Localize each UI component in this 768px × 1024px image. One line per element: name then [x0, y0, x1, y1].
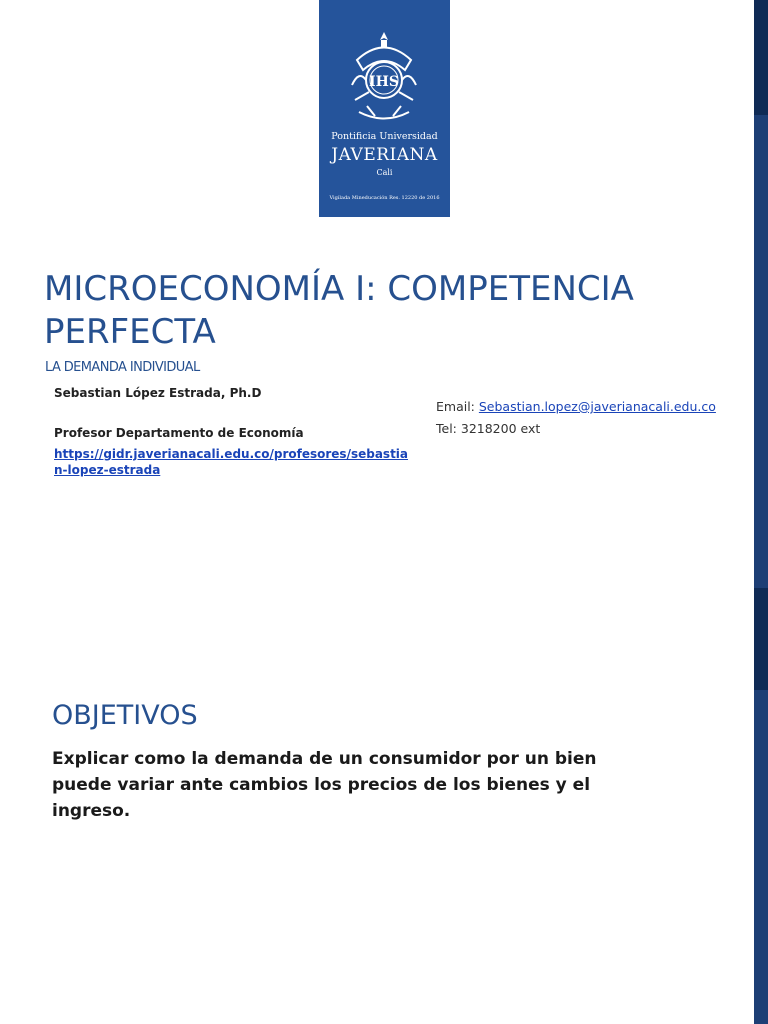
email-line — [436, 396, 716, 418]
logo-line-university: Pontificia Universidad — [331, 131, 438, 142]
slide-side-bar — [754, 0, 768, 576]
logo-line-name: JAVERIANA — [331, 145, 438, 165]
objectives-text: Explicar como la demanda de un consumidor por un bien puede variar ante cambios los precios de los bienes y el ingreso. — [52, 749, 597, 821]
slide-title: MICROECONOMÍA I: COMPETENCIA PERFECTA — [44, 269, 634, 352]
objectives-heading: OBJETIVOS — [52, 700, 198, 731]
profile-link[interactable]: https://gidr.javerianacali.edu.co/profesores/sebastian-lopez-estrada — [54, 447, 409, 477]
slide-side-bar — [754, 576, 768, 1024]
author-name: Sebastian López Estrada, Ph.D — [54, 386, 262, 400]
slide-subtitle: LA DEMANDA INDIVIDUAL — [45, 360, 200, 375]
phone-line: Tel: 3218200 ext — [436, 421, 541, 436]
contact-block — [436, 396, 716, 440]
side-bar-dark-segment — [754, 588, 768, 690]
side-bar-dark-segment — [754, 0, 768, 115]
author-role: Profesor Departamento de Economía — [54, 426, 304, 440]
svg-text:IHS: IHS — [369, 74, 399, 90]
logo-line-city: Cali — [376, 168, 393, 177]
email-link[interactable]: Sebastian.lopez@javerianacali.edu.co — [478, 399, 716, 414]
logo-line-vigilada: Vigilada Mineducación Res. 12220 de 2016 — [329, 195, 440, 201]
crest-icon — [347, 30, 422, 125]
email-label: Email: — [436, 399, 479, 414]
university-logo — [319, 0, 450, 217]
objectives-slide — [0, 576, 768, 1024]
